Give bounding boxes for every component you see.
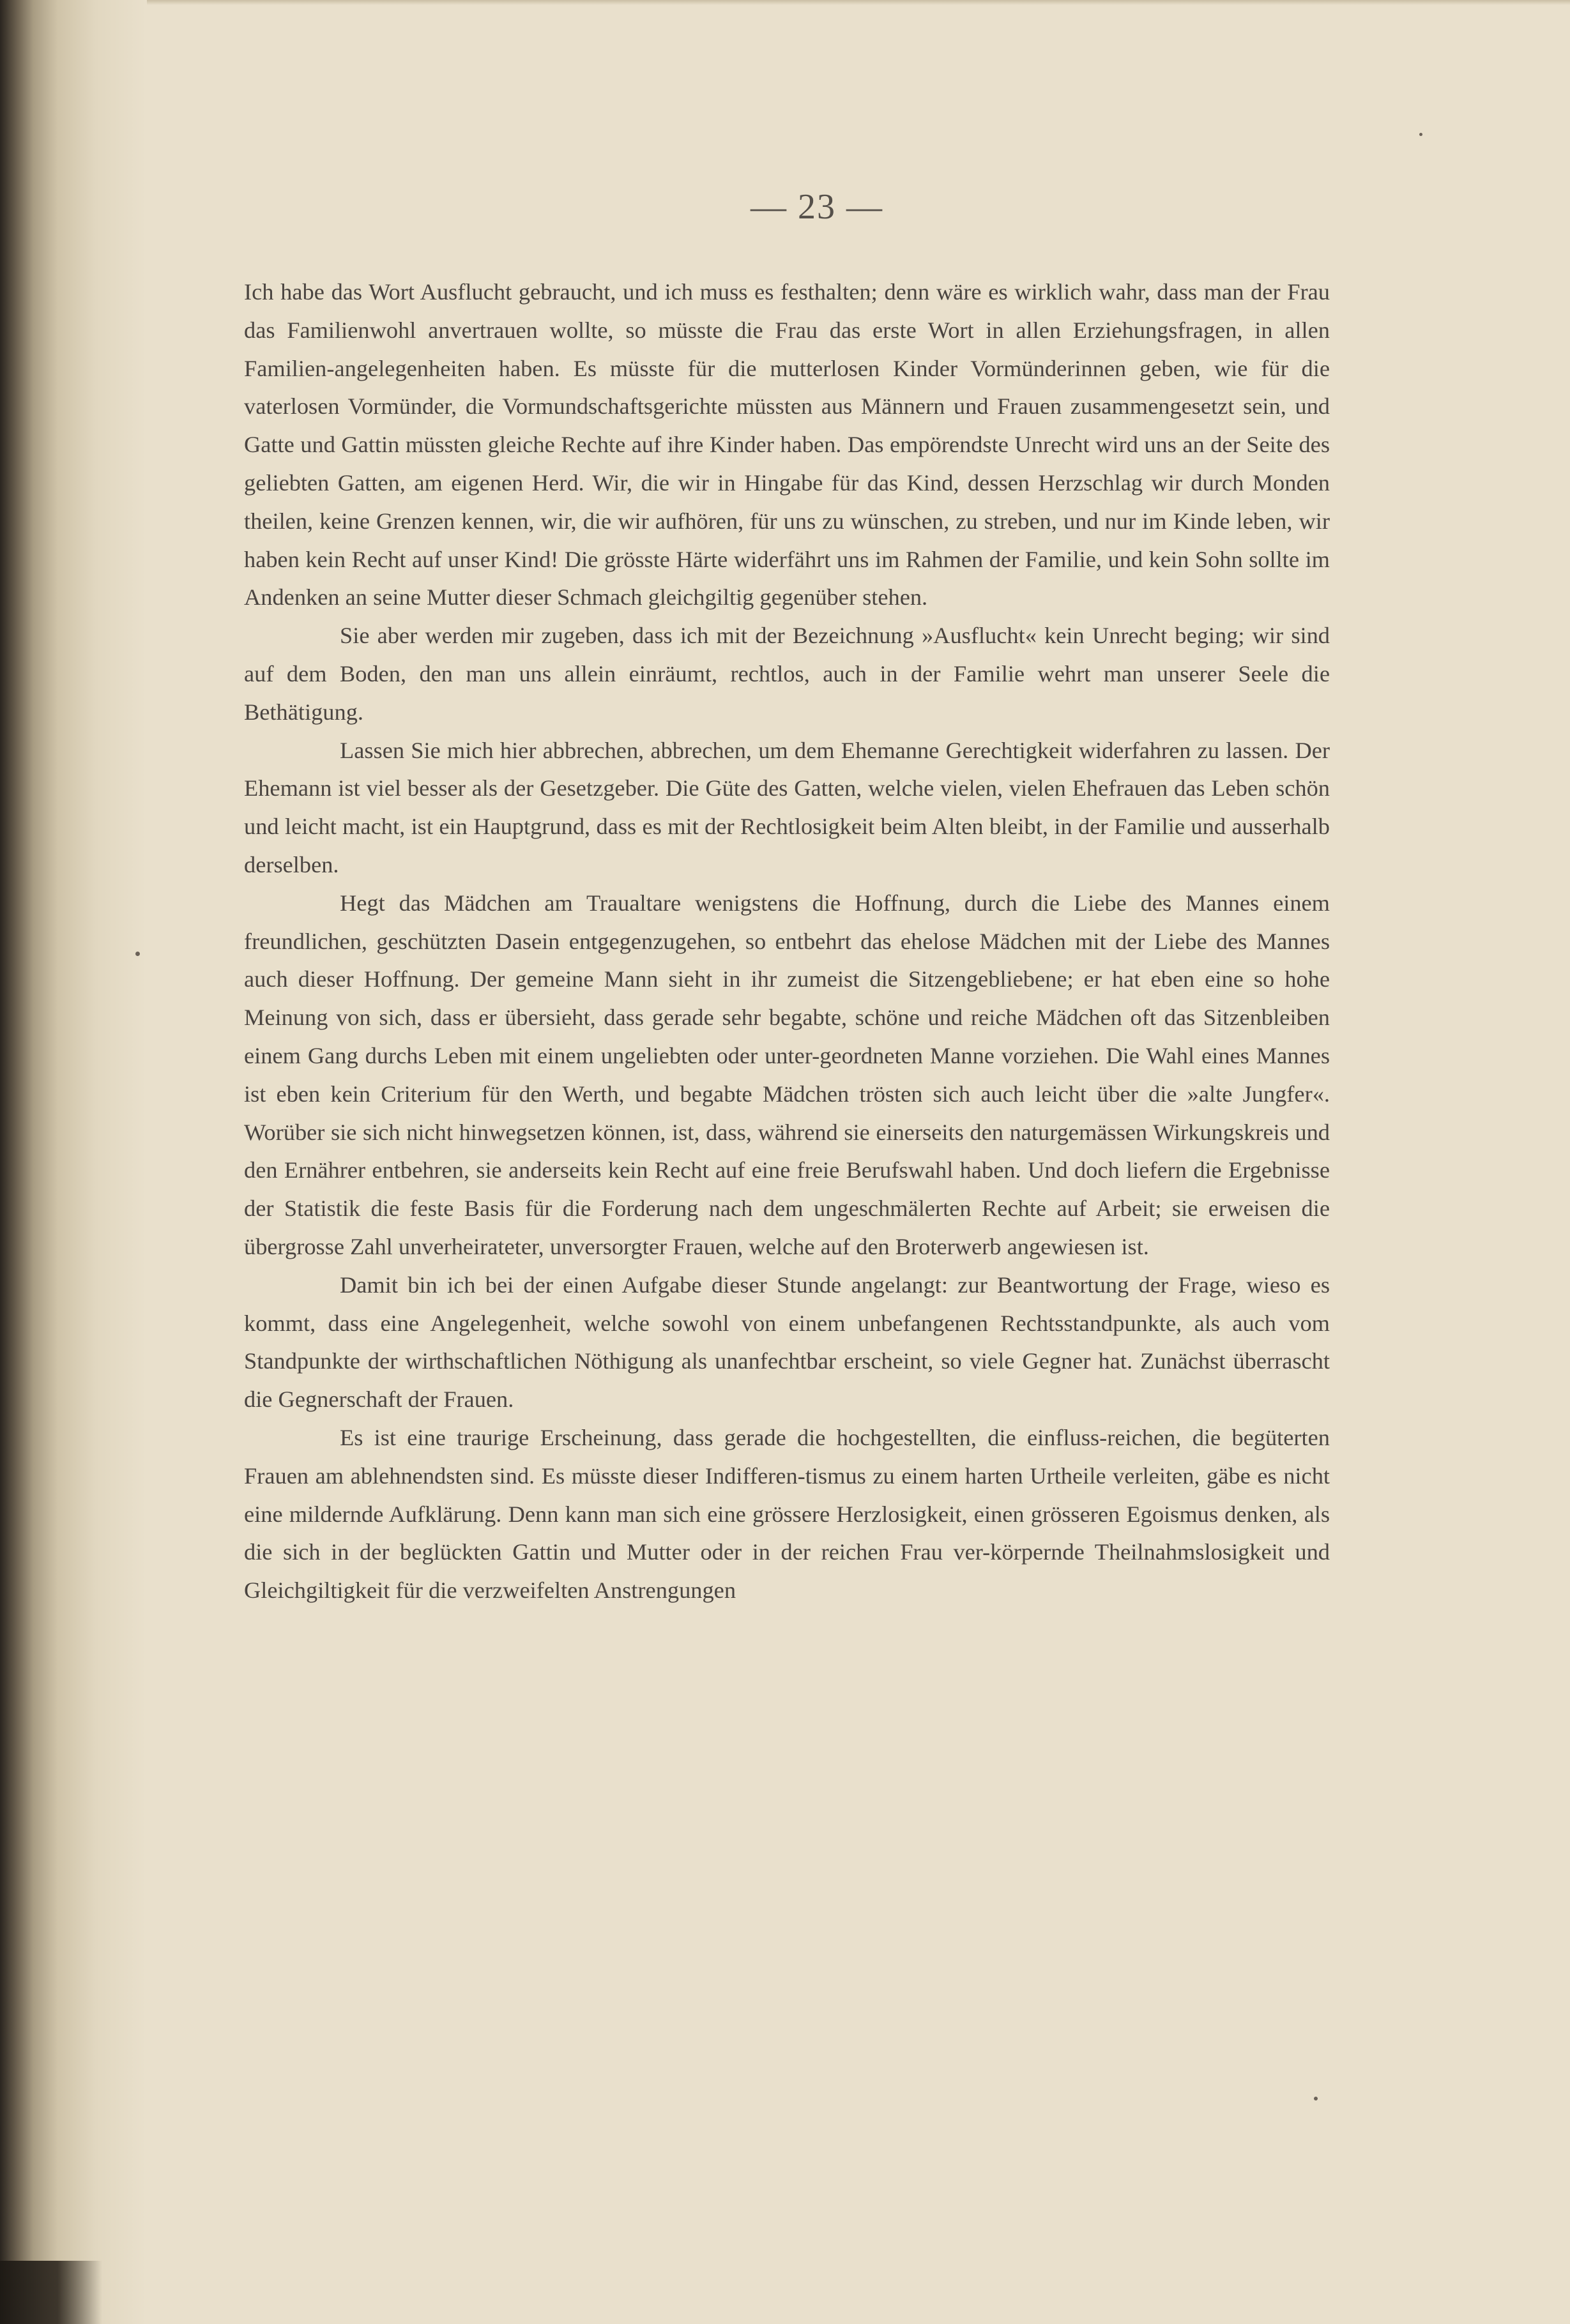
- body-text: [244, 273, 1330, 1610]
- paragraph-6: Es ist eine traurige Erscheinung, dass gerade die hochgestellten, die einfluss-reichen, die begüterten Frauen am ablehnendsten sind. Es müsste dieser Indifferen-tismus zu einem harten Urtheile verleiten, gäbe es nicht eine mildernde Aufklärung. Denn kann man sich eine grössere Herzlosigkeit, einen grösseren Egoismus denken, als die sich in der beglückten Gattin und Mutter oder in der reichen Frau ver-körpernde Theilnahmslosigkeit und Gleichgiltigkeit für die verzweifelten Anstrengungen: [244, 1424, 1330, 1604]
- page-number: — 23 —: [751, 187, 883, 227]
- paragraph-5: Damit bin ich bei der einen Aufgabe dieser Stunde angelangt: zur Beantwortung der Frage, wieso es kommt, dass eine Angelegenheit, welche sowohl von einem unbefangenen Rechtsstandpunkte, als auch vom Standpunkte der wirthschaftlichen Nöthigung als unanfechtbar erscheint, so viele Gegner hat. Zunächst überrascht die Gegnerschaft der Frauen.: [244, 1272, 1330, 1413]
- paragraph-2: Sie aber werden mir zugeben, dass ich mit der Bezeichnung »Ausflucht« kein Unrecht beging; wir sind auf dem Boden, den man uns allein einräumt, rechtlos, auch in der Familie wehrt man unserer Seele die Bethätigung.: [244, 623, 1330, 725]
- book-binding-corner: [0, 2261, 102, 2324]
- paper-speck: [1314, 2097, 1318, 2100]
- book-binding-shadow: [0, 0, 147, 2324]
- paragraph-3: Lassen Sie mich hier abbrechen, abbrechen, um dem Ehemanne Gerechtigkeit widerfahren zu lassen. Der Ehemann ist viel besser als der Gesetzgeber. Die Güte des Gatten, welche vielen, vielen Ehefrauen das Leben schön und leicht macht, ist ein Hauptgrund, dass es mit der Rechtlosigkeit beim Alten bleibt, in der Familie und ausserhalb derselben.: [244, 737, 1330, 877]
- page-top-edge: [147, 0, 1570, 5]
- paper-speck: [1419, 133, 1422, 136]
- paragraph-4: Hegt das Mädchen am Traualtare wenigstens die Hoffnung, durch die Liebe des Mannes einem freundlichen, geschützten Dasein entgegenzugehen, so entbehrt das ehelose Mädchen mit der Liebe des Mannes auch dieser Hoffnung. Der gemeine Mann sieht in ihr zumeist die Sitzengebliebene; er hat eben eine so hohe Meinung von sich, dass er übersieht, dass gerade sehr begabte, schöne und reiche Mädchen oft das Sitzenbleiben einem Gang durchs Leben mit einem ungeliebten oder unter-geordneten Manne vorziehen. Die Wahl eines Mannes ist eben kein Criterium für den Werth, und begabte Mädchen trösten sich auch leicht über die »alte Jungfer«. Worüber sie sich nicht hinwegsetzen können, ist, dass, während sie einerseits den naturgemässen Wirkungskreis und den Ernährer entbehren, sie anderseits kein Recht auf eine freie Berufswahl haben. Und doch liefern die Ergebnisse der Statistik die feste Basis für die Forderung nach dem ungeschmälerten Rechte auf Arbeit; sie erweisen die übergrosse Zahl unverheirateter, unversorgter Frauen, welche auf den Broterwerb angewiesen ist.: [244, 890, 1330, 1259]
- paragraph-1: Ich habe das Wort Ausflucht gebraucht, und ich muss es festhalten; denn wäre es wirklich wahr, dass man der Frau das Familienwohl anvertrauen wollte, so müsste die Frau das erste Wort in allen Erziehungsfragen, in allen Familien-angelegenheiten haben. Es müsste für die mutterlosen Kinder Vormünderinnen geben, wie für die vaterlosen Vormünder, die Vormundschaftsgerichte müssten aus Männern und Frauen zusammengesetzt sein, und Gatte und Gattin müssten gleiche Rechte auf ihre Kinder haben. Das empörendste Unrecht wird uns an der Seite des geliebten Gatten, am eigenen Herd. Wir, die wir in Hingabe für das Kind, dessen Herzschlag wir durch Monden theilen, keine Grenzen kennen, wir, die wir aufhören, für uns zu wünschen, zu streben, und nur im Kinde leben, wir haben kein Recht auf unser Kind! Die grösste Härte widerfährt uns im Rahmen der Familie, und kein Sohn sollte im Andenken an seine Mutter dieser Schmach gleichgiltig gegenüber stehen.: [244, 279, 1330, 611]
- paper-speck: [135, 952, 140, 956]
